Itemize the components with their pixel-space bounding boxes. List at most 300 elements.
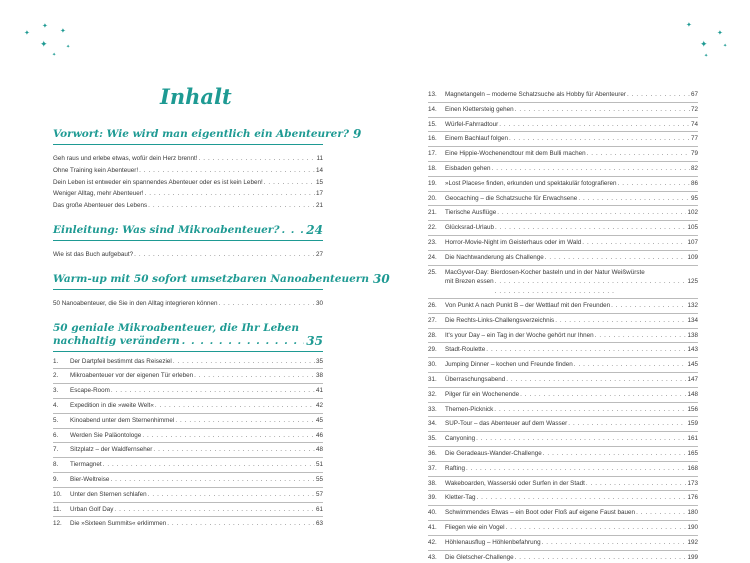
toc-section — [53, 127, 362, 212]
entry-number: 2. — [53, 372, 59, 380]
entry-title: Das große Abenteuer des Lebens — [53, 202, 148, 210]
dot-leader — [618, 178, 690, 190]
row-divider — [428, 550, 698, 551]
row-divider — [428, 431, 698, 432]
entry-number: 19. — [428, 179, 437, 187]
toc-entry[interactable] — [53, 444, 323, 456]
row-divider — [428, 146, 698, 147]
toc-entry[interactable] — [428, 537, 698, 549]
entry-number: 5. — [53, 416, 59, 424]
entry-number: 18. — [428, 164, 437, 172]
entry-page: 105 — [687, 224, 698, 232]
entry-number: 14. — [428, 105, 437, 113]
toc-entry[interactable] — [428, 104, 698, 116]
dot-leader — [148, 200, 315, 212]
dot-leader — [578, 193, 690, 205]
row-divider — [428, 298, 698, 299]
toc-entry[interactable] — [428, 492, 698, 504]
entry-page: 199 — [687, 553, 698, 561]
toc-entry[interactable] — [53, 489, 323, 501]
entry-title-cont: mit Brezen essen — [445, 278, 494, 286]
toc-entry[interactable] — [53, 430, 323, 442]
toc-entry[interactable] — [53, 177, 323, 189]
toc-entry[interactable] — [428, 404, 698, 416]
entry-title: Tierische Ausflüge — [445, 209, 497, 217]
dot-leader — [636, 507, 686, 519]
entry-number: 38. — [428, 479, 437, 487]
dot-leader — [182, 335, 305, 348]
entry-title: Mikroabenteuer vor der eigenen Tür erleben — [70, 372, 194, 380]
entry-title: Von Punkt A nach Punkt B – der Wettlauf mit den Freunden — [445, 302, 611, 310]
dot-leader — [153, 444, 315, 456]
entry-number: 3. — [53, 387, 59, 395]
entry-number: 34. — [428, 420, 437, 428]
entry-title: SUP-Tour – das Abenteuer auf dem Wasser — [445, 420, 568, 428]
row-divider — [428, 416, 698, 417]
entry-page: 30 — [315, 299, 323, 307]
entry-title: Schwimmendes Etwas – ein Boot oder Floß auf eigene Faust bauen — [445, 509, 636, 517]
section-page: 24 — [306, 222, 323, 237]
dot-leader — [486, 344, 686, 356]
entry-title: Horror-Movie-Night im Geisterhaus oder im Wald — [445, 238, 582, 246]
star-icon: ✦ — [42, 23, 48, 30]
entry-title: Bier-Weltreise — [70, 475, 110, 483]
toc-entry[interactable] — [428, 522, 698, 534]
dot-leader — [264, 177, 315, 189]
dot-leader — [495, 277, 687, 296]
toc-entry[interactable] — [53, 415, 323, 427]
dot-leader — [555, 315, 686, 327]
entry-page: 102 — [687, 209, 698, 217]
entry-page: 41 — [315, 387, 323, 395]
entry-page: 63 — [315, 520, 323, 528]
entry-number: 15. — [428, 120, 437, 128]
entry-page: 109 — [687, 253, 698, 261]
entry-page: 17 — [315, 190, 323, 198]
entry-page: 156 — [687, 405, 698, 413]
star-icon: ✦ — [686, 22, 692, 29]
entry-title: Pilger für ein Wochenende — [445, 390, 520, 398]
dot-leader — [582, 237, 686, 249]
entry-page: 143 — [687, 346, 698, 354]
entry-number: 37. — [428, 464, 437, 472]
entry-page: 107 — [687, 238, 698, 246]
toc-entry[interactable] — [428, 119, 698, 131]
entry-page: 38 — [315, 372, 323, 380]
dot-leader — [167, 518, 315, 530]
dot-leader — [155, 400, 315, 412]
dot-leader — [515, 104, 690, 116]
row-divider — [428, 102, 698, 103]
entry-number: 8. — [53, 461, 59, 469]
entry-title: Magnetangeln – moderne Schatzsuche als Hobby für Abenteurer — [445, 91, 626, 98]
toc-entry[interactable] — [428, 344, 698, 356]
row-divider — [428, 490, 698, 491]
toc-entry[interactable] — [428, 163, 698, 175]
toc-section — [53, 271, 390, 310]
toc-entry[interactable] — [428, 222, 698, 234]
entry-number: 35. — [428, 435, 437, 443]
entry-page: 77 — [690, 135, 698, 143]
row-divider — [428, 520, 698, 521]
row-divider — [428, 535, 698, 536]
entry-title: Stadt-Roulette — [445, 346, 486, 354]
dot-leader — [173, 356, 315, 368]
row-divider — [428, 161, 698, 162]
entry-number: 28. — [428, 331, 437, 339]
toc-entry[interactable] — [428, 433, 698, 445]
toc-entry[interactable] — [428, 300, 698, 312]
row-divider — [428, 220, 698, 221]
dot-leader — [103, 459, 315, 471]
entry-page: 55 — [315, 475, 323, 483]
entry-page: 138 — [687, 331, 698, 339]
entry-number: 36. — [428, 450, 437, 458]
row-divider — [428, 265, 698, 266]
dot-leader — [110, 474, 315, 486]
star-icon: ✦ — [700, 39, 708, 49]
entry-number: 21. — [428, 209, 437, 217]
entry-title: Urban Golf Day — [70, 505, 114, 513]
entry-number: 24. — [428, 253, 437, 261]
dot-leader — [520, 389, 686, 401]
section-heading[interactable] — [53, 271, 390, 290]
row-divider — [53, 398, 323, 399]
row-divider — [53, 502, 323, 503]
row-divider — [428, 117, 698, 118]
entry-title: Höhlenausflug – Höhlenbefahrung — [445, 538, 541, 546]
row-divider — [53, 383, 323, 384]
dot-leader — [499, 119, 690, 131]
section-heading-text: nachhaltig verändern — [53, 334, 180, 347]
entry-title: Sitzplatz – der Waldfernseher — [70, 446, 153, 454]
dot-leader — [134, 249, 315, 261]
toc-entry[interactable] — [428, 463, 698, 475]
entry-page: 14 — [315, 166, 323, 174]
entry-page: 51 — [315, 461, 323, 469]
row-divider — [428, 131, 698, 132]
entry-number: 4. — [53, 401, 59, 409]
entry-number: 27. — [428, 316, 437, 324]
dot-leader — [568, 418, 686, 430]
toc-entry[interactable] — [428, 507, 698, 519]
dot-leader — [145, 188, 315, 200]
entry-title: Wie ist das Buch aufgebaut? — [53, 250, 134, 258]
toc-section — [53, 322, 323, 531]
dot-leader — [492, 163, 690, 175]
entry-title: Dein Leben ist entweder ein spannendes Abenteuer oder es ist kein Leben! — [53, 178, 263, 186]
entry-page: 11 — [316, 155, 323, 162]
section-heading[interactable] — [53, 322, 323, 352]
dot-leader — [175, 415, 315, 427]
entry-page: 165 — [687, 450, 698, 458]
section-heading[interactable] — [53, 224, 323, 241]
toc-entry[interactable] — [53, 370, 323, 382]
entry-number: 26. — [428, 302, 437, 310]
dot-leader — [142, 430, 315, 442]
dot-leader — [466, 463, 687, 475]
row-divider — [53, 487, 323, 488]
dot-leader — [587, 148, 690, 160]
dot-leader — [495, 222, 686, 234]
entry-title: Glücksrad-Urlaub — [445, 224, 494, 232]
star-icon: ✦ — [723, 43, 728, 49]
entry-page: 21 — [315, 202, 323, 210]
section-heading-text: Einleitung: Was sind Mikroabenteuer? — [53, 223, 280, 236]
toc-right-column — [428, 89, 698, 563]
entry-title: Eine Hippie-Wochenendtour mit dem Bulli machen — [445, 150, 586, 158]
entry-page: 134 — [687, 316, 698, 324]
dot-leader — [111, 385, 315, 397]
row-divider — [428, 372, 698, 373]
entry-title: 50 Nanoabenteuer, die Sie in den Alltag integrieren können — [53, 299, 218, 307]
row-divider — [53, 368, 323, 369]
entry-title: It's your Day – ein Tag in der Woche gehört nur Ihnen — [445, 331, 594, 339]
toc-entry[interactable] — [428, 315, 698, 327]
entry-number: 12. — [53, 520, 62, 528]
entry-page: 46 — [315, 431, 323, 439]
row-divider — [428, 313, 698, 314]
row-divider — [428, 476, 698, 477]
entry-page: 192 — [687, 538, 698, 546]
entry-page: 148 — [687, 390, 698, 398]
dot-leader — [194, 370, 315, 382]
row-divider — [53, 442, 323, 443]
toc-entry[interactable] — [428, 359, 698, 371]
section-heading-text: Vorwort: Wie wird man eigentlich ein Abenteurer? — [53, 128, 350, 140]
entry-title: Wakeboarden, Wasserski oder Surfen in der Stadt — [445, 479, 585, 487]
entry-title: »Lost Places« finden, erkunden und spektakulär fotografieren — [445, 179, 617, 187]
row-divider — [428, 505, 698, 506]
toc-entry[interactable] — [428, 178, 698, 190]
toc-entry[interactable] — [53, 249, 323, 261]
row-divider — [428, 235, 698, 236]
entry-title: Die Gletscher-Challenge — [445, 553, 514, 561]
section-heading-text: Warm-up mit 50 sofort umsetzbaren Nanoabenteuern — [53, 272, 369, 285]
entry-title: Die »Sixteen Summits« erklimmen — [70, 520, 167, 528]
toc-entry[interactable] — [53, 165, 323, 177]
toc-entry[interactable] — [428, 478, 698, 490]
row-divider — [428, 250, 698, 251]
entry-title: Unter den Sternen schlafen — [70, 490, 147, 498]
entry-number: 31. — [428, 376, 437, 384]
entry-title: Rafting — [445, 464, 465, 472]
entry-page: 176 — [687, 494, 698, 502]
toc-entry[interactable] — [428, 237, 698, 249]
entry-page: 95 — [690, 194, 698, 202]
star-icon: ✦ — [40, 39, 48, 49]
row-divider — [428, 446, 698, 447]
toc-entry[interactable] — [428, 448, 698, 460]
toc-entry[interactable] — [428, 193, 698, 205]
entry-page: 168 — [687, 464, 698, 472]
toc-entry[interactable] — [53, 200, 323, 212]
dot-leader — [595, 330, 687, 342]
section-page: 30 — [372, 271, 390, 286]
dot-leader — [542, 537, 687, 549]
entry-number: 9. — [53, 475, 59, 483]
row-divider — [53, 457, 323, 458]
entry-number: 33. — [428, 405, 437, 413]
dot-leader — [515, 552, 687, 563]
entry-number: 22. — [428, 224, 437, 232]
entry-number: 25. — [428, 268, 437, 276]
row-divider — [428, 328, 698, 329]
entry-title: Die Geradeaus-Wander-Challenge — [445, 450, 542, 458]
row-divider — [428, 461, 698, 462]
star-icon: ✦ — [704, 53, 709, 59]
entry-page: 74 — [690, 120, 698, 128]
toc-entry[interactable] — [428, 133, 698, 145]
toc-entry[interactable] — [53, 298, 323, 310]
toc-entry[interactable] — [53, 504, 323, 516]
toc-entry[interactable] — [428, 148, 698, 160]
entry-page: 125 — [687, 278, 698, 286]
entry-page: 72 — [690, 105, 698, 113]
entry-page: 147 — [687, 376, 698, 384]
toc-entry[interactable] — [428, 267, 698, 298]
entry-title: Escape-Room — [70, 387, 110, 395]
dot-leader — [476, 433, 686, 445]
entry-page: 132 — [687, 302, 698, 310]
row-divider — [428, 176, 698, 177]
entry-page: 180 — [687, 509, 698, 517]
toc-entry[interactable] — [53, 400, 323, 412]
entry-page: 79 — [690, 150, 698, 158]
entry-page: 15 — [315, 178, 323, 186]
entry-page: 161 — [687, 435, 698, 443]
row-divider — [53, 413, 323, 414]
section-heading-text: 50 geniale Mikroabenteuer, die Ihr Leben — [53, 321, 299, 334]
entry-page: 61 — [315, 505, 323, 513]
entry-number: 20. — [428, 194, 437, 202]
entry-page: 42 — [315, 401, 323, 409]
row-divider — [428, 402, 698, 403]
toc-entry[interactable] — [53, 188, 323, 200]
entry-title: Einen Klettersteig gehen — [445, 105, 514, 113]
numbered-list — [53, 356, 323, 531]
toc-left-column — [53, 127, 390, 532]
entry-number: 29. — [428, 346, 437, 354]
entry-number: 42. — [428, 538, 437, 546]
entry-title: Fliegen wie ein Vogel — [445, 524, 505, 532]
entry-number: 1. — [53, 357, 59, 365]
toc-entry[interactable] — [428, 418, 698, 430]
entry-number: 23. — [428, 238, 437, 246]
row-divider — [53, 472, 323, 473]
entry-title: Einem Bachlauf folgen — [445, 135, 509, 143]
entry-title: Geocaching – die Schatzsuche für Erwachsene — [445, 194, 578, 202]
entry-title: Expedition in die »weite Welt« — [70, 401, 154, 409]
entry-title: Die Rechts-Links-Challengsverzeichnis — [445, 316, 555, 324]
dot-leader — [281, 224, 304, 237]
dot-leader — [506, 522, 687, 534]
entry-number: 10. — [53, 490, 62, 498]
star-icon: ✦ — [60, 28, 66, 35]
toc-entry[interactable] — [428, 252, 698, 264]
entry-page: 57 — [315, 490, 323, 498]
page-title: Inhalt — [160, 84, 232, 109]
toc-section — [53, 224, 323, 261]
entry-title: Kinoabend unter dem Sternenhimmel — [70, 416, 175, 424]
dot-leader — [611, 300, 686, 312]
row-divider — [53, 516, 323, 517]
toc-entry[interactable] — [53, 356, 323, 368]
entry-page: 82 — [690, 164, 698, 172]
toc-entry[interactable] — [53, 518, 323, 530]
entry-title: Jumping Dinner – kochen und Freunde finden — [445, 361, 573, 369]
dot-leader — [494, 404, 686, 416]
entry-title: Die Nachtwanderung als Challenge — [445, 253, 544, 261]
dot-leader — [543, 448, 687, 460]
entry-title: Werden Sie Paläontologe — [70, 431, 142, 439]
row-divider — [428, 205, 698, 206]
dot-leader — [509, 133, 690, 145]
star-icon: ✦ — [717, 30, 723, 37]
dot-leader — [148, 489, 315, 501]
dot-leader — [627, 89, 690, 101]
toc-entry[interactable] — [53, 474, 323, 486]
toc-entry[interactable] — [428, 389, 698, 401]
star-icon: ✦ — [66, 44, 71, 50]
entry-title: Ohne Training kein Abenteuer! — [53, 166, 139, 174]
entry-page: 86 — [690, 179, 698, 187]
entry-title: Eisbaden gehen — [445, 164, 491, 172]
toc-entry[interactable] — [53, 153, 323, 165]
section-heading[interactable] — [53, 127, 362, 145]
dot-leader — [574, 359, 687, 371]
entry-page: 27 — [315, 250, 323, 258]
dot-leader — [114, 504, 315, 516]
entry-page: 35 — [315, 357, 323, 365]
entry-title: Kletter-Tag — [445, 494, 476, 502]
entry-page: 45 — [315, 416, 323, 424]
entry-page: 67 — [690, 91, 698, 98]
dot-leader — [219, 298, 315, 310]
entry-title: Themen-Picknick — [445, 405, 494, 413]
star-icon: ✦ — [52, 52, 57, 58]
entry-number: 32. — [428, 390, 437, 398]
entry-number: 7. — [53, 446, 59, 454]
entry-title: MacGyver-Day: Bierdosen-Kocher basteln und in der Natur Weißwürste — [445, 268, 645, 276]
row-divider — [428, 387, 698, 388]
entry-page: 190 — [687, 524, 698, 532]
dot-leader — [545, 252, 687, 264]
entry-number: 6. — [53, 431, 59, 439]
row-divider — [428, 191, 698, 192]
entry-number: 16. — [428, 135, 437, 143]
entry-page: 159 — [687, 420, 698, 428]
row-divider — [428, 357, 698, 358]
entry-page: 173 — [687, 479, 698, 487]
dot-leader — [497, 207, 686, 219]
toc-entry[interactable] — [53, 459, 323, 471]
entry-title: Der Dartpfeil bestimmt das Reiseziel — [70, 357, 172, 365]
toc-entry[interactable] — [428, 89, 698, 101]
entry-number: 13. — [428, 91, 437, 98]
toc-entry[interactable] — [428, 330, 698, 342]
toc-entry[interactable] — [53, 385, 323, 397]
toc-entry[interactable] — [428, 374, 698, 386]
toc-entry[interactable] — [428, 552, 698, 563]
row-divider — [53, 428, 323, 429]
toc-entry[interactable] — [428, 207, 698, 219]
dot-leader — [476, 492, 686, 504]
dot-leader — [506, 374, 686, 386]
entry-title: Geh raus und erlebe etwas, wofür dein Herz brennt! — [53, 155, 198, 162]
entry-title: Überraschungsabend — [445, 376, 506, 384]
entry-page: 48 — [315, 446, 323, 454]
